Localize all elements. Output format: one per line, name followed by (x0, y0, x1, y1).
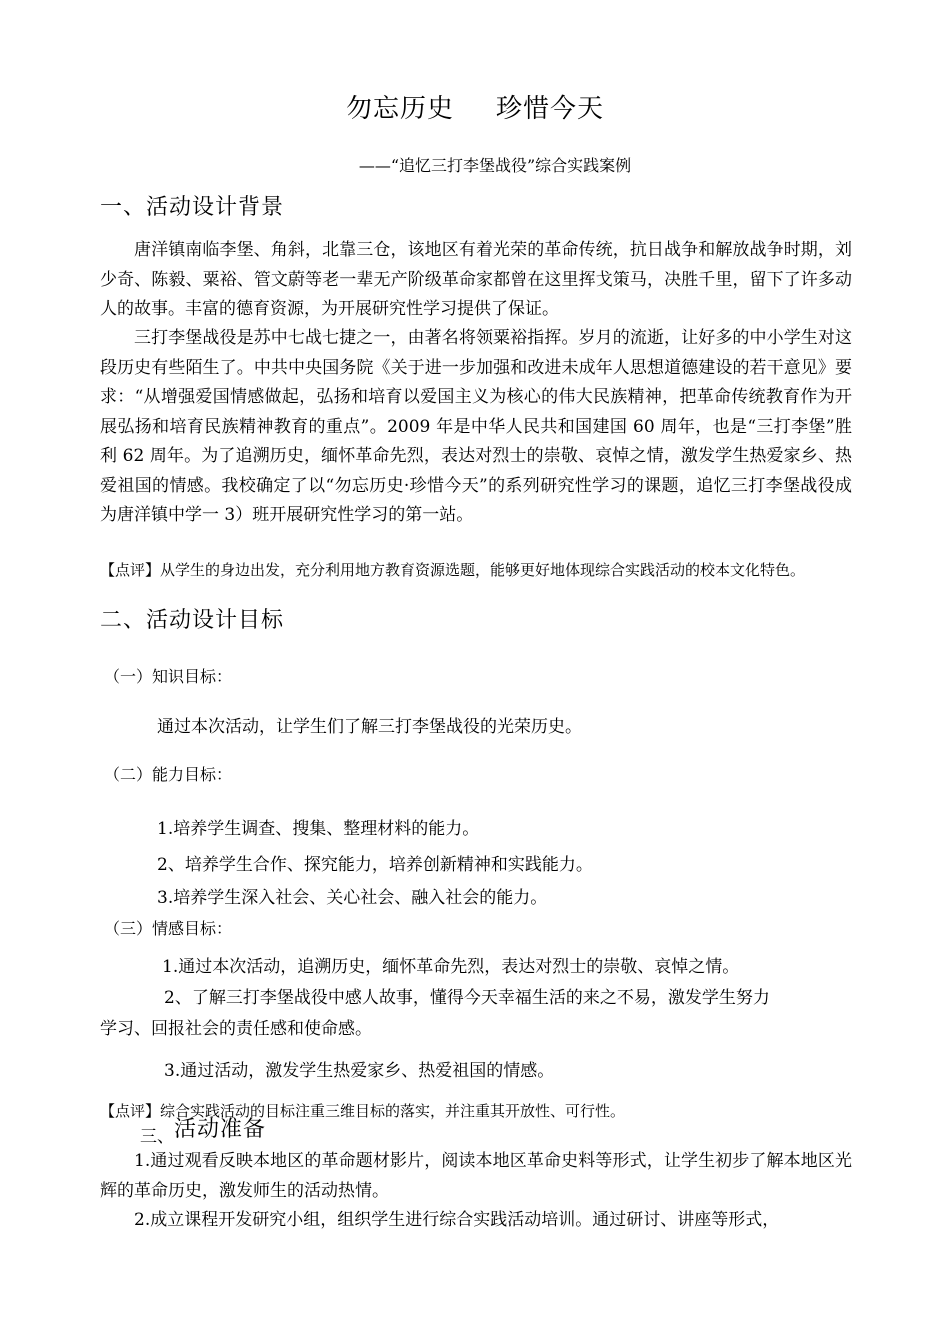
ability-goal-item-3: 3.培养学生深入社会、关心社会、融入社会的能力。 (157, 888, 548, 908)
knowledge-goal-item: 通过本次活动，让学生们了解三打李堡战役的光荣历史。 (157, 717, 582, 737)
section1-paragraph-1: 唐洋镇南临李堡、角斜，北靠三仓，该地区有着光荣的革命传统，抗日战争和解放战争时期，刘少奇、陈毅、粟裕、管文蔚等老一辈无产阶级革命家都曾在这里挥戈策马，决胜千里，留下了许多动人的故事。丰富的德育资源，为开展研究性学习提供了保证。 (100, 240, 852, 319)
emotion-goal-label: （三）情感目标： (104, 919, 233, 938)
ability-goal-item-2: 2、培养学生合作、探究能力，培养创新精神和实践能力。 (157, 855, 593, 875)
section2-heading: 二、活动设计目标 (100, 608, 285, 633)
ability-goal-label: （二）能力目标： (104, 765, 233, 784)
knowledge-goal-label: （一）知识目标： (104, 667, 233, 686)
section3-heading (140, 1112, 267, 1147)
section2-comment: 【点评】综合实践活动的目标注重三维目标的落实，并注重其开放性、可行性。 (100, 1102, 626, 1120)
section1-heading: 一、活动设计背景 (100, 195, 285, 220)
emotion-goal-item-3: 3.通过活动，激发学生热爱家乡、热爱祖国的情感。 (164, 1061, 555, 1081)
section3-heading-text: 活动准备 (174, 1117, 267, 1142)
section3-heading-number: 三、 (140, 1127, 174, 1147)
emotion-goal-item-1: 1.通过本次活动，追溯历史，缅怀革命先烈，表达对烈士的崇敬、哀悼之情。 (162, 957, 740, 977)
section1-paragraph-2: 三打李堡战役是苏中七战七捷之一，由著名将领粟裕指挥。岁月的流逝，让好多的中小学生对这段历史有些陌生了。中共中央国务院《关于进一步加强和改进未成年人思想道德建设的若干意见》要求：“从增强爱国情感做起，弘扬和培育以爱国主义为核心的伟大民族精神，把革命传统教育作为开展弘扬和培育民族精神教育的重点”。2009 年是中华人民共和国建国 60 周年，也是“三打李堡”胜利 62 周年。为了追溯历史，缅怀革命先烈，表达对烈士的崇敬、哀悼之情，激发学生热爱家乡、热爱祖国的情感。我校确定了以“勿忘历史·珍惜今天”的系列研究性学习的课题，追忆三打李堡战役成为唐洋镇中学一 3）班开展研究性学习的第一站。 (100, 328, 853, 525)
emotion-goal-item-2-cont: 学习、回报社会的责任感和使命感。 (100, 1019, 372, 1039)
section1-comment: 【点评】从学生的身边出发，充分利用地方教育资源选题，能够更好地体现综合实践活动的校本文化特色。 (100, 561, 806, 579)
section3-paragraph-2: 2.成立课程开发研究小组，组织学生进行综合实践活动培训。通过研讨、讲座等形式， (134, 1210, 780, 1230)
title-right: 珍惜今天 (496, 94, 605, 124)
emotion-goal-item-2: 2、了解三打李堡战役中感人故事，懂得今天幸福生活的来之不易，激发学生努力 (164, 988, 770, 1008)
page-subtitle: ——“追忆三打李堡战役”综合实践案例 (358, 156, 632, 175)
title-left: 勿忘历史 (345, 94, 454, 124)
ability-goal-item-1: 1.培养学生调查、搜集、整理材料的能力。 (157, 819, 480, 839)
page-title (0, 88, 950, 125)
section3-paragraph-1: 1.通过观看反映本地区的革命题材影片，阅读本地区革命史料等形式，让学生初步了解本地区光辉的革命历史，激发师生的活动热情。 (100, 1151, 852, 1201)
